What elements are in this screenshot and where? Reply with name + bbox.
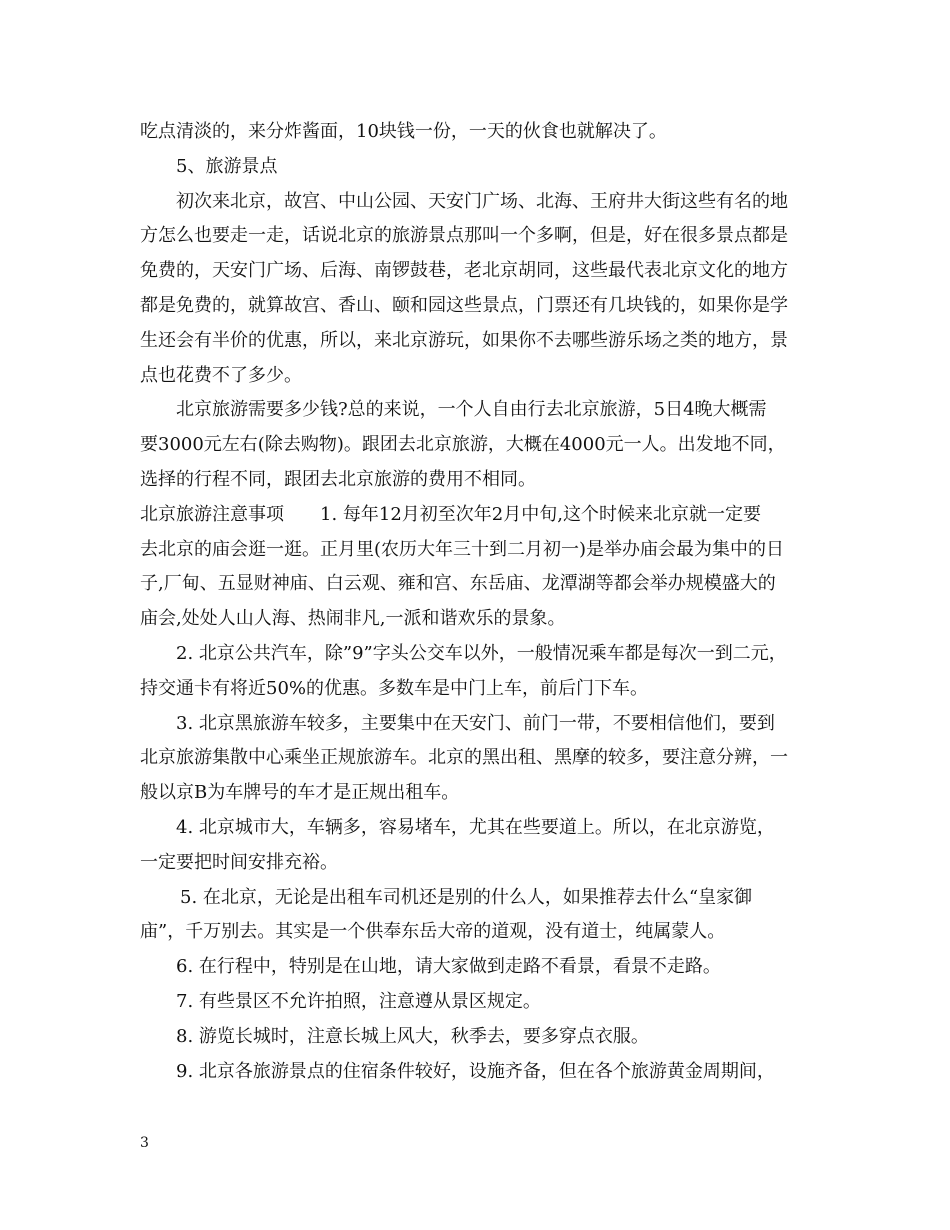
text-line: 免费的，天安门广场、后海、南锣鼓巷，老北京胡同，这些最代表北京文化的地方 xyxy=(140,260,788,282)
text-line: 都是免费的，就算故宫、香山、颐和园这些景点，门票还有几块钱的，如果你是学 xyxy=(140,294,788,316)
section-heading: 5、旅游景点 xyxy=(176,155,278,177)
text-line: 北京旅游需要多少钱?总的来说，一个人自由行去北京旅游，5日4晚大概需 xyxy=(176,399,767,421)
text-line: 去北京的庙会逛一逛。正月里(农历大年三十到二月初一)是举办庙会最为集中的日 xyxy=(140,538,785,560)
text-line: 3. 北京黑旅游车较多，主要集中在天安门、前门一带，不要相信他们，要到 xyxy=(176,712,775,734)
page-number: 3 xyxy=(140,1135,149,1151)
text-line: 选择的行程不同，跟团去北京旅游的费用不相同。 xyxy=(140,468,536,490)
text-line: 般以京B为车牌号的车才是正规出租车。 xyxy=(140,782,460,804)
text-line: 吃点清淡的，来分炸酱面，10块钱一份，一天的伙食也就解决了。 xyxy=(140,121,667,142)
text-line: 庙会,处处人山人海、热闹非凡,一派和谐欢乐的景象。 xyxy=(140,608,566,630)
text-line: 生还会有半价的优惠，所以，来北京游玩，如果你不去哪些游乐场之类的地方，景 xyxy=(140,329,788,351)
text-line: 7. 有些景区不允许拍照，注意遵从景区规定。 xyxy=(176,990,541,1012)
text-line: 子,厂甸、五显财神庙、白云观、雍和宫、东岳庙、龙潭湖等都会举办规模盛大的 xyxy=(140,573,776,595)
text-line: 一定要把时间安排充裕。 xyxy=(140,851,338,873)
text-line: 庙”，千万别去。其实是一个供奉东岳大帝的道观，没有道士，纯属蒙人。 xyxy=(140,921,726,943)
text-line: 初次来北京，故宫、中山公园、天安门广场、北海、王府井大街这些有名的地 xyxy=(176,190,788,212)
text-line: 5. 在北京，无论是出租车司机还是别的什么人，如果推荐去什么“皇家御 xyxy=(180,886,753,908)
text-line: 8. 游览长城时，注意长城上风大，秋季去，要多穿点衣服。 xyxy=(176,1025,649,1047)
page-body xyxy=(140,115,816,1089)
text-line: 9. 北京各旅游景点的住宿条件较好，设施齐备，但在各个旅游黄金周期间， xyxy=(176,1060,775,1082)
text-line: 4. 北京城市大，车辆多，容易堵车，尤其在些要道上。所以，在北京游览， xyxy=(176,816,775,838)
text-line: 6. 在行程中，特别是在山地，请大家做到走路不看景，看景不走路。 xyxy=(176,956,721,978)
text-line: 北京旅游集散中心乘坐正规旅游车。北京的黑出租、黑摩的较多，要注意分辨，一 xyxy=(140,747,788,769)
text-line: 持交通卡有将近50%的优惠。多数车是中门上车，前后门下车。 xyxy=(140,677,649,699)
text-line: 北京旅游注意事项 1. 每年12月初至次年2月中旬,这个时候来北京就一定要 xyxy=(140,503,761,525)
text-line: 方怎么也要走一走，话说北京的旅游景点那叫一个多啊，但是，好在很多景点都是 xyxy=(140,225,788,247)
text-line: 点也花费不了多少。 xyxy=(140,364,302,386)
text-line: 2. 北京公共汽车，除”9”字头公交车以外，一般情况乘车都是每次一到二元， xyxy=(176,642,787,664)
text-line: 要3000元左右(除去购物)。跟团去北京旅游，大概在4000元一人。出发地不同， xyxy=(140,434,786,456)
